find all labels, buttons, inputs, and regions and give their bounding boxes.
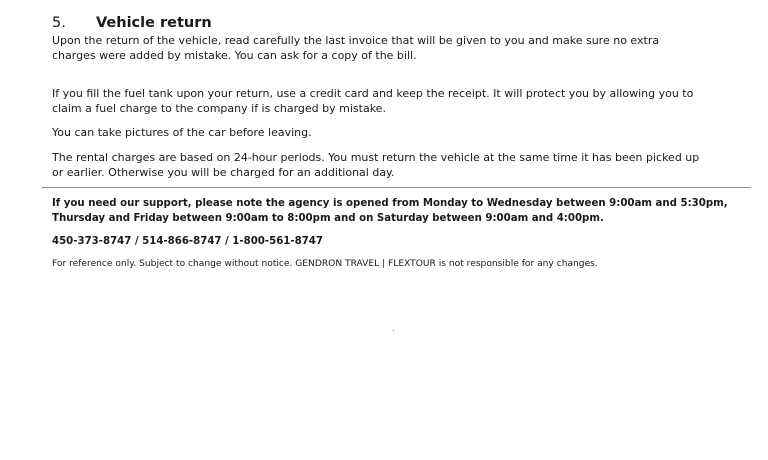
support-hours-note: If you need our support, please note the agency is opened from Monday to Wednesday between 9:00am and 5:30pm, Thursday and Friday between 9:00am to 8:00pm and on Saturday between 9:00am and 4:00pm. bbox=[52, 198, 728, 224]
stray-mark bbox=[393, 330, 394, 331]
section-divider bbox=[42, 187, 751, 188]
section-title: Vehicle return bbox=[96, 15, 212, 31]
section-heading bbox=[52, 14, 212, 32]
section-number: 5. bbox=[52, 15, 66, 31]
phone-numbers: 450-373-8747 / 514-866-8747 / 1-800-561-8747 bbox=[52, 236, 323, 247]
paragraph-invoice-check: Upon the return of the vehicle, read carefully the last invoice that will be given to you and make sure no extra charges were added by mistake. You can ask for a copy of the bill. bbox=[52, 34, 660, 62]
paragraph-fuel-tank: If you fill the fuel tank upon your return, use a credit card and keep the receipt. It will protect you by allowing you to claim a fuel charge to the company if is charged by mistake. bbox=[52, 87, 694, 115]
paragraph-rental-charges: The rental charges are based on 24-hour periods. You must return the vehicle at the same time it has been picked up or earlier. Otherwise you will be charged for an additional day. bbox=[52, 151, 700, 179]
disclaimer-text: For reference only. Subject to change without notice. GENDRON TRAVEL | FLEXTOUR is not responsible for any changes. bbox=[52, 259, 598, 269]
paragraph-pictures: You can take pictures of the car before leaving. bbox=[52, 126, 312, 139]
